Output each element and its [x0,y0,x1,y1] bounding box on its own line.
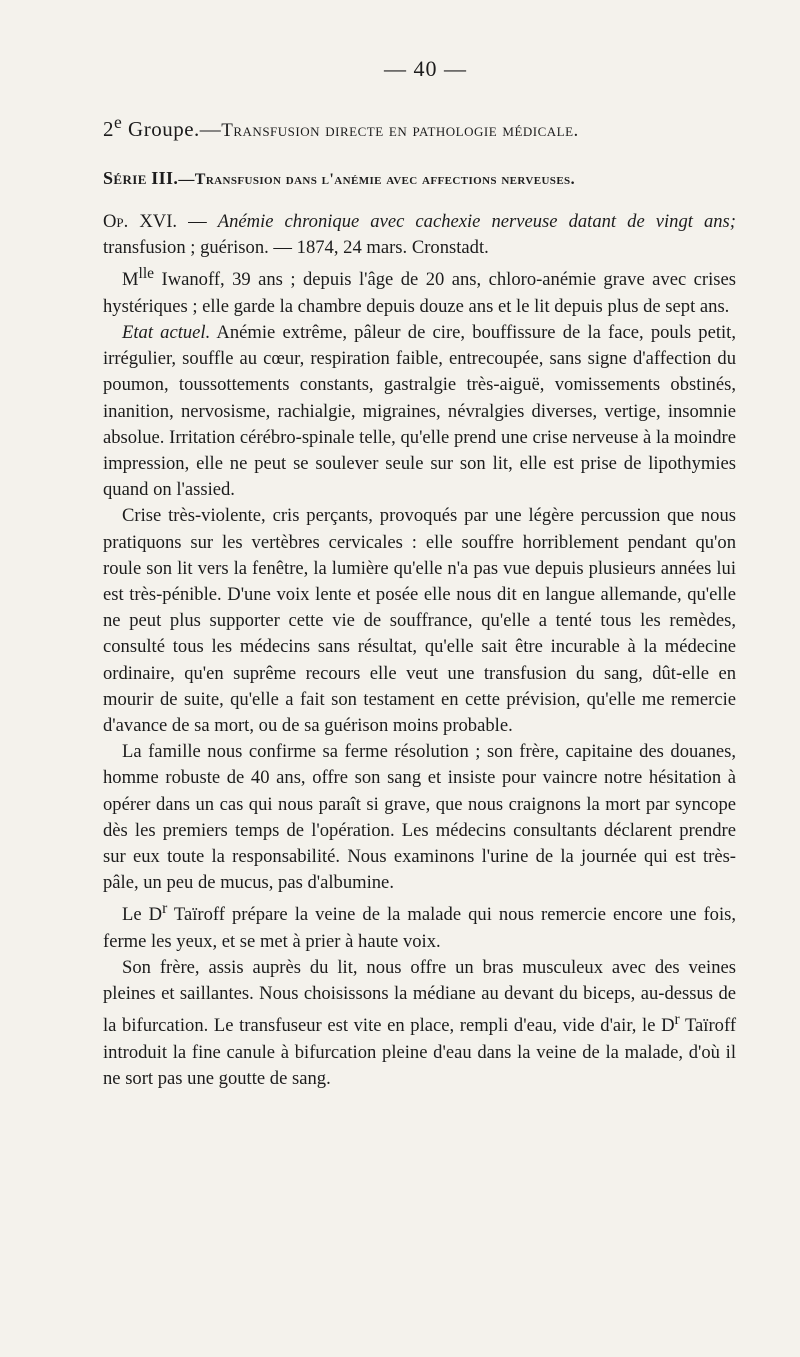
serie-heading [103,168,736,189]
observation-label: Op. [103,211,129,232]
group-heading [103,112,736,142]
observation-number: XVI. [139,211,178,232]
observation-title: Anémie chronique avec cachexie nerveuse datant de vingt ans; [217,211,736,232]
group-word: Groupe. [128,117,200,141]
patient-title: M [122,269,139,291]
paragraph-tairoff [103,896,736,955]
serie-title: Transfusion dans l'anémie avec affections nerveuses. [194,171,575,188]
frere-text-b: Taïroff introduit la fine canule à bifurcation pleine d'eau dans la veine de la malade, d'où il ne sort pas une goutte de sang. [103,1015,737,1090]
group-dash: — [199,117,222,141]
page-number: — 40 — [384,56,467,81]
observation-dash: — [188,211,207,232]
etat-actuel-label: Etat actuel. [122,322,211,343]
observation-heading [103,209,736,261]
tairoff-pre: Le D [122,904,163,926]
paragraph-famille: La famille nous confirme sa ferme résolution ; son frère, capitaine des douanes, homme robuste de 40 ans, offre son sang et insiste pour vaincre notre hésitation à opérer dans un cas qui nous paraît si grave, que nous craignons la mort par syncope dès les premiers temps de l'opération. Les médecins consultants déclarent prendre sur eux toute la responsabilité. Nous examinons l'urine de la journée qui est très-pâle, un peu de mucus, pas d'albumine. [103,741,736,894]
paragraph-frere [103,955,736,1092]
serie-label: Série [103,168,147,188]
body-text [103,209,736,1092]
tairoff-text: Taïroff prépare la veine de la malade qui nous remercie encore une fois, ferme les yeux, et se met à prier à haute voix. [103,904,737,952]
paragraph-crise: Crise très-violente, cris perçants, provoqués par une légère percussion que nous pratiquons sur les vertèbres cervicales : elle souffre horriblement pendant qu'on roule son lit vers la fenêtre, la lumière qu'elle n'a pas vue depuis plusieurs années lui est très-pénible. D'une voix lente et posée elle nous dit en langue allemande, qu'elle ne peut plus supporter cette vie de souffrance, qu'elle a tenté tous les remèdes, consulté tous les médecins sans résultat, qu'elle sait être incurable à la médecine ordinaire, qu'en suprême recours elle veut une transfusion du sang, dût-elle en mourir de suite, qu'elle a fait son testament en cette prévision, qu'elle me remercie d'avance de sa mort, ou de sa guérison moins probable. [103,505,736,737]
observation-rest: transfusion ; guérison. — 1874, 24 mars. Cronstadt. [103,237,489,259]
serie-dash: — [178,171,195,188]
group-number: 2 [103,117,114,141]
group-number-suffix: e [114,112,123,132]
serie-numeral: III. [151,168,179,188]
frere-sup: r [674,1011,680,1029]
tairoff-sup: r [162,900,168,918]
group-title: Transfusion directe en pathologie médicale. [221,120,579,141]
patient-text: Iwanoff, 39 ans ; depuis l'âge de 20 ans, chloro-anémie grave avec crises hystériques ; elle garde la chambre depuis douze ans et le lit depuis plus de sept ans. [103,269,736,317]
frere-text-a: Son frère, assis auprès du lit, nous offre un bras musculeux avec des veines pleines et saillantes. Nous choisissons la médiane au devant du biceps, au-dessus de la bifurcation. Le transfuseur est vite en place, rempli d'eau, vide d'air, le D [103,957,736,1037]
etat-actuel-text: Anémie extrême, pâleur de cire, bouffissure de la face, pouls petit, irrégulier, souffle au cœur, respiration faible, entrecoupée, sans signe d'affection du poumon, toussottements constants, gastralgie très-aiguë, vomissements obstinés, inanition, nervosisme, rachialgie, migraines, névralgies diverses, vertige, insomnie absolue. Irritation cérébro-spinale telle, qu'elle prend une crise nerveuse à la moindre impression, elle ne peut se soulever seule sur son lit, elle est prise de lipothymies quand on l'assied. [103,322,736,501]
paragraph-etat-actuel [103,320,736,503]
patient-title-sup: lle [138,265,155,283]
paragraph-patient [103,261,736,320]
